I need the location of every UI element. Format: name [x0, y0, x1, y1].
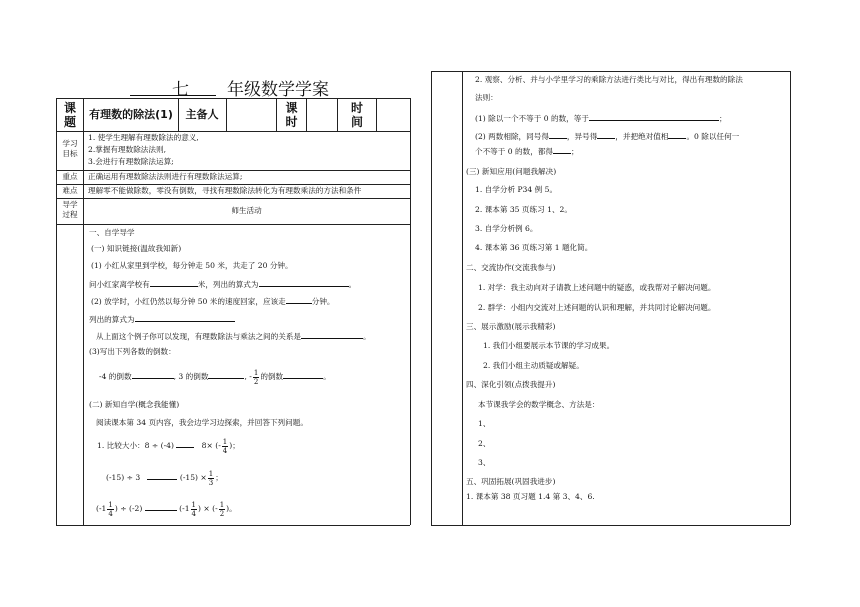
period-label: 课时 — [285, 101, 298, 129]
page-title — [130, 73, 390, 100]
question-3: 从上面这个例子你可以发现，有理数除法与乘法之间的关系是 。 — [96, 332, 371, 341]
topic-label: 课题 — [63, 101, 76, 129]
compare-row-1: 1. 比较大小：8 ÷ (-4) 8× (- $\frac{1}{4}$ )； — [97, 437, 240, 455]
summary-prompt: 本节课我学会的数学概念、方法是： — [478, 400, 600, 409]
summary-item: 3、 — [478, 458, 491, 467]
reading-instruction: 阅读课本第 34 页内容，我会边学习边探索，并回答下列问题。 — [96, 418, 308, 427]
activity-heading: 师生活动 — [231, 206, 262, 215]
apply-item: 4. 课本第 36 页练习第 1 题化简。 — [475, 243, 593, 252]
section-heading: 五、巩固拓展(巩固我进步) — [466, 477, 556, 486]
time-label: 时间 — [350, 101, 363, 129]
section-heading: 一、自学导学 — [89, 228, 135, 237]
question-1b: 问小红家离学校有 米，列出的算式为 。 — [89, 280, 357, 289]
collab-item: 2. 群学：小组内交流对上述问题的认识和理解，并共同讨论解决问题。 — [478, 303, 716, 312]
objectives-label: 学习目标 — [62, 139, 78, 158]
reciprocal-row: -4 的倒数 , 3 的倒数 , - $\frac{1}{2}$ 的倒数 。 — [99, 368, 331, 386]
objective-item: 3.会进行有理数除法运算; — [88, 157, 174, 166]
rule-1: (1) 除以一个不等于 0 的数，等于 ； — [475, 114, 727, 123]
rule-intro-b: 法则： — [475, 93, 498, 102]
extend-item: 1. 课本第 38 页习题 1.4 第 3、4、6. — [466, 492, 595, 501]
apply-item: 3. 自学分析例 6。 — [475, 224, 538, 233]
preparer-label: 主备人 — [185, 108, 219, 121]
difficulty-label: 难点 — [62, 186, 78, 195]
section-heading: 二、交流协作(交流我参与) — [466, 263, 556, 272]
section-heading: 三、展示激励(展示我精彩) — [466, 322, 556, 331]
topic-value: 有理数的除法(1) — [89, 108, 173, 121]
rule-2b: 个不等于 0 的数，都得 ； — [475, 147, 579, 156]
question-4: (3)写出下列各数的倒数： — [89, 347, 176, 356]
key-point-label: 重点 — [62, 172, 78, 181]
apply-item: 1. 自学分析 P34 例 5。 — [475, 185, 558, 194]
summary-item: 2、 — [478, 439, 491, 448]
compare-row-3: (-1 $\frac{1}{4}$ ) ÷ (-2) (-1 $\frac{1}{4}$ ) × (- $\frac{1}{2}$ )。 — [96, 500, 237, 518]
objective-item: 1. 使学生理解有理数除法的意义, — [88, 133, 199, 142]
question-2: (2) 放学时，小红仍然以每分钟 50 米的速度回家，应该走 分钟。 — [91, 297, 335, 306]
collab-item: 1. 对学：我主动向对子请教上述问题中的疑惑，或我帮对子解决问题。 — [478, 283, 716, 292]
subsection-heading: (一) 知识链接(温故我知新) — [91, 244, 182, 253]
guide-label: 导学过程 — [62, 200, 78, 219]
apply-item: 2. 课本第 35 页练习 1、2。 — [475, 205, 572, 214]
grade-value: 七 — [172, 80, 189, 100]
subsection-heading: (二) 新知自学(概念我能懂) — [89, 400, 180, 409]
show-item: 1. 我们小组要展示本节课的学习成果。 — [483, 341, 615, 350]
section-heading: 四、深化引领(点拨我提升) — [466, 380, 556, 389]
summary-item: 1、 — [478, 419, 491, 428]
compare-row-2: (-15) ÷ 3 (-15) × $\frac{1}{3}$ ； — [106, 469, 223, 487]
objective-item: 2.掌握有理数除法法则, — [88, 145, 167, 154]
difficulty-text: 理解零不能做除数，零没有倒数，寻找有理数除法转化为有理数乘法的方法和条件 — [88, 186, 362, 195]
title-text: 年级数学学案 — [227, 80, 329, 100]
question-1: (1) 小红从家里到学校，每分钟走 50 米，共走了 20 分钟。 — [91, 261, 293, 270]
key-point-text: 正确运用有理数除法法则进行有理数除法运算; — [88, 172, 243, 181]
show-item: 2. 我们小组主动质疑或解疑。 — [483, 361, 584, 370]
question-2b: 列出的算式为 — [89, 313, 235, 325]
section-heading: (三) 新知应用(问题我解决) — [466, 167, 557, 176]
rule-intro: 2. 观察、分析、并与小学里学习的乘除方法进行类比与对比，得出有理数的除法 — [475, 75, 743, 84]
rule-2: (2) 两数相除，同号得 ，异号得 ，并把绝对值相 。0 除以任何一 — [475, 132, 740, 141]
